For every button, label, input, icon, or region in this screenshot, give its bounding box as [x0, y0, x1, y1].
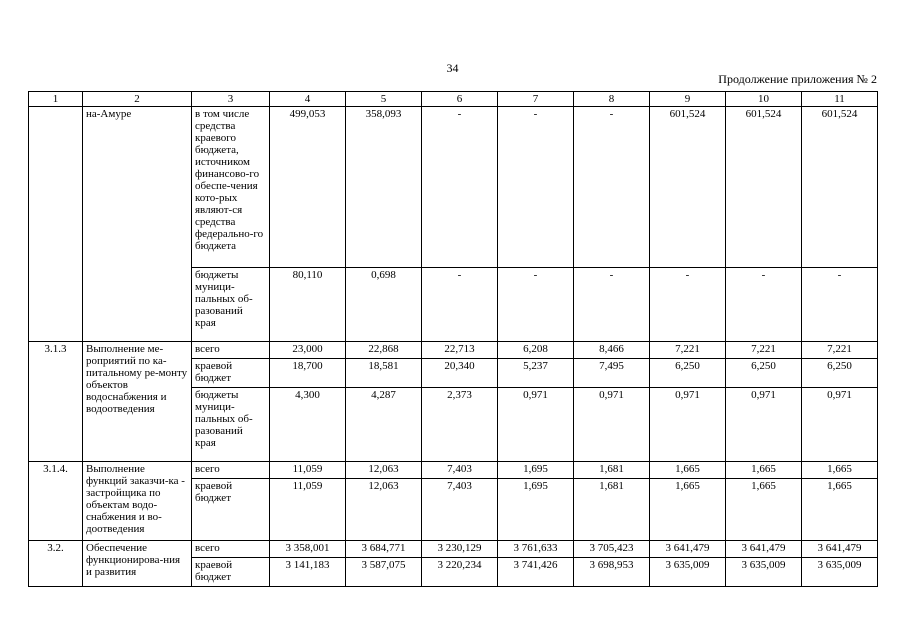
value-cell: 7,403 [422, 479, 498, 541]
value-cell: 1,665 [802, 479, 878, 541]
value-cell: - [574, 268, 650, 342]
value-cell: 2,373 [422, 388, 498, 462]
value-cell: 0,971 [726, 388, 802, 462]
section-name: Обеспечение функционирова-ния и развития [83, 541, 192, 587]
column-number-header-row [29, 92, 878, 107]
value-cell: - [726, 268, 802, 342]
appendix-continuation-label: Продолжение приложения № 2 [718, 72, 877, 86]
value-cell: - [650, 268, 726, 342]
value-cell: 18,700 [270, 359, 346, 388]
value-cell: 7,495 [574, 359, 650, 388]
section-name: на-Амуре [83, 107, 192, 342]
value-cell: - [498, 268, 574, 342]
value-cell: 3 635,009 [726, 558, 802, 587]
value-cell: 6,208 [498, 342, 574, 359]
value-cell: 3 761,633 [498, 541, 574, 558]
column-number-header: 11 [802, 92, 878, 107]
value-cell: 3 358,001 [270, 541, 346, 558]
value-cell: 8,466 [574, 342, 650, 359]
value-cell: 601,524 [650, 107, 726, 268]
table-row [29, 107, 878, 268]
value-cell: 1,695 [498, 479, 574, 541]
value-cell: 11,059 [270, 462, 346, 479]
section-code [29, 107, 83, 342]
section-name: Выполнение ме-роприятий по ка-питальному ре-монту объектов водоснабжения и водоотведения [83, 342, 192, 462]
value-cell: 7,221 [726, 342, 802, 359]
column-number-header: 1 [29, 92, 83, 107]
value-cell: 23,000 [270, 342, 346, 359]
value-cell: 20,340 [422, 359, 498, 388]
value-cell: 1,665 [802, 462, 878, 479]
column-number-header: 3 [192, 92, 270, 107]
value-cell: 7,403 [422, 462, 498, 479]
funding-source: всего [192, 342, 270, 359]
column-number-header: 8 [574, 92, 650, 107]
value-cell: 3 641,479 [802, 541, 878, 558]
value-cell: 3 684,771 [346, 541, 422, 558]
table-row [29, 541, 878, 558]
funding-source: всего [192, 541, 270, 558]
value-cell: 3 635,009 [802, 558, 878, 587]
section-code: 3.1.4. [29, 462, 83, 541]
value-cell: 601,524 [726, 107, 802, 268]
value-cell: 3 641,479 [726, 541, 802, 558]
value-cell: 7,221 [802, 342, 878, 359]
funding-source: в том числе средства краевого бюджета, источником финансово-го обеспе-чения кото-рых являют-ся средства федерально-го бюджета [192, 107, 270, 268]
value-cell: - [422, 268, 498, 342]
value-cell: 3 230,129 [422, 541, 498, 558]
column-number-header: 4 [270, 92, 346, 107]
value-cell: 1,665 [726, 479, 802, 541]
value-cell: 22,868 [346, 342, 422, 359]
value-cell: 7,221 [650, 342, 726, 359]
value-cell: 3 220,234 [422, 558, 498, 587]
column-number-header: 5 [346, 92, 422, 107]
value-cell: 6,250 [802, 359, 878, 388]
value-cell: 80,110 [270, 268, 346, 342]
funding-source: бюджеты муници-пальных об-разований края [192, 268, 270, 342]
value-cell: 4,300 [270, 388, 346, 462]
column-number-header: 2 [83, 92, 192, 107]
page-number: 34 [446, 61, 459, 75]
table-row [29, 342, 878, 359]
funding-source: краевой бюджет [192, 479, 270, 541]
value-cell: 3 587,075 [346, 558, 422, 587]
value-cell: 11,059 [270, 479, 346, 541]
value-cell: 0,698 [346, 268, 422, 342]
value-cell: 1,681 [574, 479, 650, 541]
value-cell: 3 705,423 [574, 541, 650, 558]
value-cell: 3 141,183 [270, 558, 346, 587]
value-cell: 6,250 [726, 359, 802, 388]
value-cell: 3 698,953 [574, 558, 650, 587]
value-cell: 3 635,009 [650, 558, 726, 587]
value-cell: 22,713 [422, 342, 498, 359]
column-number-header: 7 [498, 92, 574, 107]
budget-table [28, 91, 878, 587]
funding-source: бюджеты муници-пальных об-разований края [192, 388, 270, 462]
value-cell: 18,581 [346, 359, 422, 388]
value-cell: 1,695 [498, 462, 574, 479]
value-cell: 0,971 [498, 388, 574, 462]
value-cell: - [422, 107, 498, 268]
value-cell: 1,681 [574, 462, 650, 479]
value-cell: 499,053 [270, 107, 346, 268]
value-cell: 358,093 [346, 107, 422, 268]
value-cell: - [574, 107, 650, 268]
funding-source: всего [192, 462, 270, 479]
value-cell: 0,971 [650, 388, 726, 462]
value-cell: - [498, 107, 574, 268]
value-cell: - [802, 268, 878, 342]
value-cell: 0,971 [802, 388, 878, 462]
value-cell: 4,287 [346, 388, 422, 462]
value-cell: 0,971 [574, 388, 650, 462]
value-cell: 1,665 [726, 462, 802, 479]
section-name: Выполнение функций заказчи-ка - застройщика по объектам водо-снабжения и во-доотведения [83, 462, 192, 541]
section-code: 3.1.3 [29, 342, 83, 462]
value-cell: 12,063 [346, 479, 422, 541]
value-cell: 3 641,479 [650, 541, 726, 558]
funding-source: краевой бюджет [192, 558, 270, 587]
column-number-header: 9 [650, 92, 726, 107]
section-code: 3.2. [29, 541, 83, 587]
value-cell: 1,665 [650, 462, 726, 479]
value-cell: 3 741,426 [498, 558, 574, 587]
value-cell: 601,524 [802, 107, 878, 268]
value-cell: 12,063 [346, 462, 422, 479]
column-number-header: 6 [422, 92, 498, 107]
value-cell: 6,250 [650, 359, 726, 388]
funding-source: краевой бюджет [192, 359, 270, 388]
table-row [29, 462, 878, 479]
value-cell: 1,665 [650, 479, 726, 541]
column-number-header: 10 [726, 92, 802, 107]
value-cell: 5,237 [498, 359, 574, 388]
